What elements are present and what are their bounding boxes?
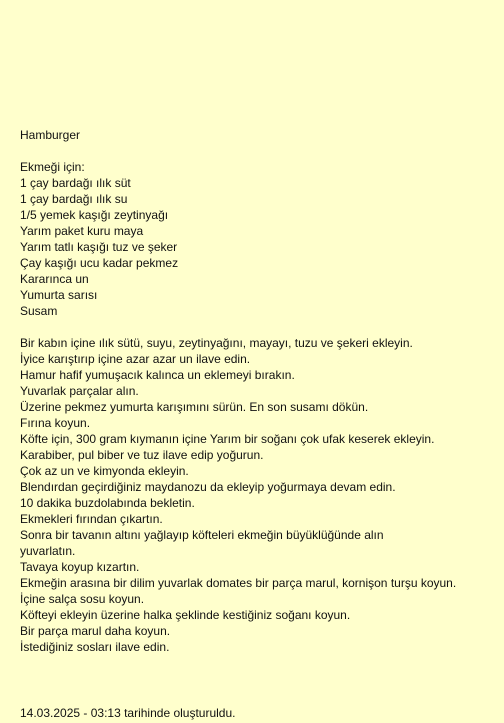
recipe-title: Hamburger <box>20 128 81 142</box>
step-item: Fırına koyun. <box>20 416 91 430</box>
step-item: Ekmekleri fırından çıkartın. <box>20 512 163 526</box>
step-item: Çok az un ve kimyonda ekleyin. <box>20 464 189 478</box>
step-item: Tavaya koyup kızartın. <box>20 560 140 574</box>
step-item: Sonra bir tavanın altını yağlayıp köfteleri ekmeğin büyüklüğünde alın yuvarlatın. <box>20 528 384 558</box>
ingredient-item: Kararınca un <box>20 272 89 286</box>
step-item: Blendırdan geçirdiğiniz maydanozu da ekleyip yoğurmaya devam edin. <box>20 480 396 494</box>
ingredient-item: Susam <box>20 304 58 318</box>
ingredient-item: Yumurta sarısı <box>20 288 98 302</box>
step-item: 10 dakika buzdolabında bekletin. <box>20 496 195 510</box>
ingredient-item: Yarım paket kuru maya <box>20 224 144 238</box>
step-item: İstediğiniz sosları ilave edin. <box>20 640 170 654</box>
created-timestamp: 14.03.2025 - 03:13 tarihinde oluşturuldu. <box>20 706 236 720</box>
step-item: Ekmeğin arasına bir dilim yuvarlak domates bir parça marul, kornişon turşu koyun. <box>20 576 457 590</box>
step-item: Hamur hafif yumuşacık kalınca un eklemeyi bırakın. <box>20 368 295 382</box>
step-item: İyice karıştırıp içine azar azar un ilave edin. <box>20 352 251 366</box>
ingredient-item: Yarım tatlı kaşığı tuz ve şeker <box>20 240 178 254</box>
ingredient-item: 1/5 yemek kaşığı zeytinyağı <box>20 208 169 222</box>
ingredient-item: 1 çay bardağı ılık su <box>20 192 128 206</box>
step-item: Bir parça marul daha koyun. <box>20 624 171 638</box>
ingredient-item: Çay kaşığı ucu kadar pekmez <box>20 256 179 270</box>
step-item: Üzerine pekmez yumurta karışımını sürün. En son susamı dökün. <box>20 400 369 414</box>
step-list <box>20 335 496 655</box>
step-item: Karabiber, pul biber ve tuz ilave edip yoğurun. <box>20 448 264 462</box>
spacer <box>20 143 496 159</box>
recipe-document <box>20 127 496 655</box>
step-item: Bir kabın içine ılık sütü, suyu, zeytinyağını, mayayı, tuzu ve şekeri ekleyin. <box>20 336 413 350</box>
step-item: İçine salça sosu koyun. <box>20 592 145 606</box>
ingredient-list <box>20 175 496 319</box>
spacer <box>20 319 496 335</box>
step-item: Köfte için, 300 gram kıymanın içine Yarım bir soğanı çok ufak keserek ekleyin. <box>20 432 435 446</box>
step-item: Köfteyi ekleyin üzerine halka şeklinde kestiğiniz soğanı koyun. <box>20 608 351 622</box>
ingredient-item: 1 çay bardağı ılık süt <box>20 176 131 190</box>
step-item: Yuvarlak parçalar alın. <box>20 384 139 398</box>
bread-heading: Ekmeği için: <box>20 160 85 174</box>
